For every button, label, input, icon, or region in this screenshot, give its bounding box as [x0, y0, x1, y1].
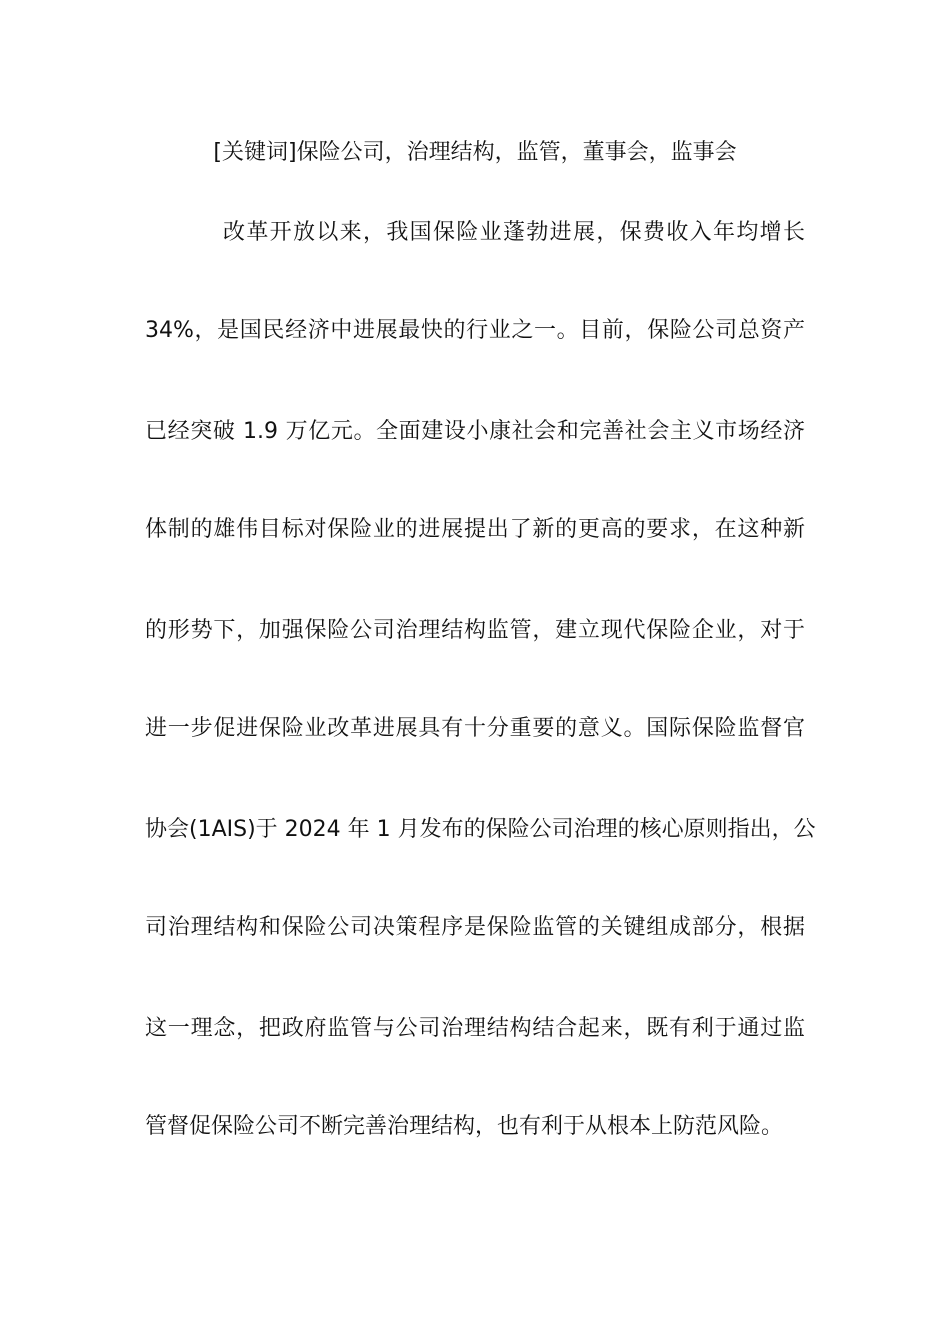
paragraph-line: 这一理念，把政府监管与公司治理结构结合起来，既有利于通过监 — [145, 1016, 805, 1041]
paragraph-line: 的形势下，加强保险公司治理结构监管，建立现代保险企业，对于 — [145, 618, 805, 643]
paragraph-line: 进一步促进保险业改革进展具有十分重要的意义。国际保险监督官 — [145, 716, 805, 741]
paragraph-line: 管督促保险公司不断完善治理结构，也有利于从根本上防范风险。 — [145, 1114, 784, 1139]
paragraph-line: 司治理结构和保险公司决策程序是保险监管的关键组成部分，根据 — [145, 915, 805, 940]
paragraph-line: 已经突破 1.9 万亿元。全面建设小康社会和完善社会主义市场经济 — [145, 419, 805, 444]
paragraph-line: 体制的雄伟目标对保险业的进展提出了新的更高的要求，在这种新 — [145, 517, 805, 542]
paragraph-line: 改革开放以来，我国保险业蓬勃进展，保费收入年均增长 — [223, 220, 805, 245]
keywords-line: [关键词]保险公司，治理结构，监管，董事会，监事会 — [213, 140, 737, 165]
paragraph-line: 协会(1AIS)于 2024 年 1 月发布的保险公司治理的核心原则指出，公 — [145, 817, 816, 842]
paragraph-line: 34%，是国民经济中进展最快的行业之一。目前，保险公司总资产 — [145, 318, 805, 343]
